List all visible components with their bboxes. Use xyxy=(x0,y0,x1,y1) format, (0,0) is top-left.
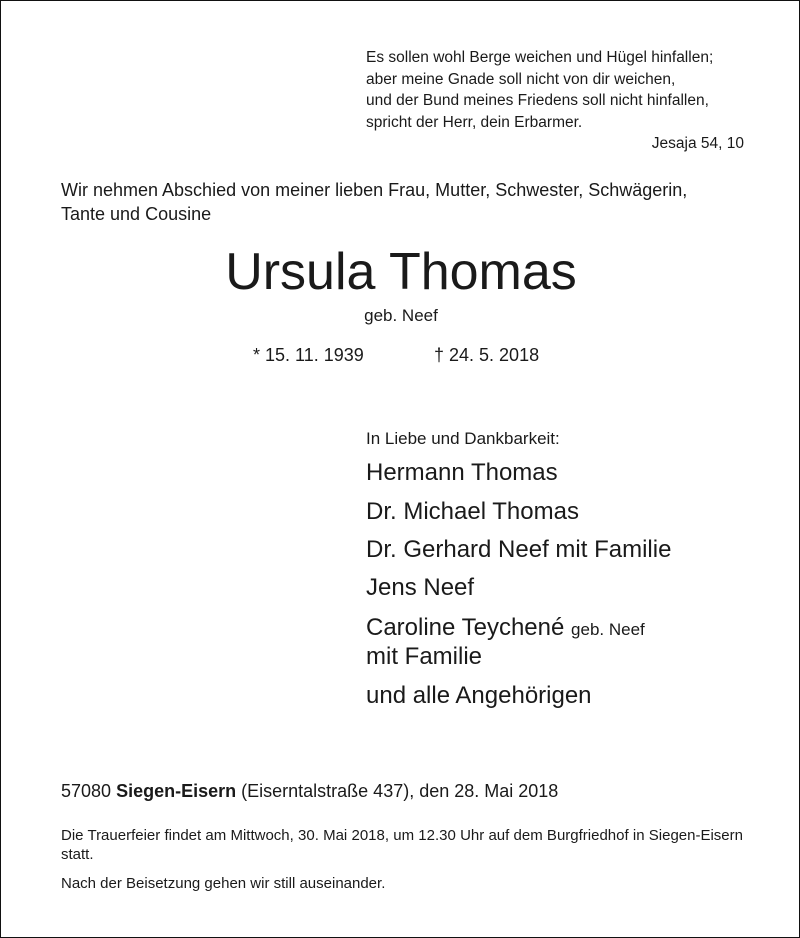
mourners-intro: In Liebe und Dankbarkeit: xyxy=(366,429,560,448)
verse-line-2: aber meine Gnade soll nicht von dir weichen, xyxy=(366,70,676,88)
mourner-all-relatives: und alle Angehörigen xyxy=(366,682,592,709)
mourner-name: Dr. Michael Thomas xyxy=(366,498,579,525)
verse-line-1: Es sollen wohl Berge weichen und Hügel hinfallen; xyxy=(366,49,714,66)
death-date: † 24. 5. 2018 xyxy=(434,345,540,365)
verse-line-3: und der Bund meines Friedens soll nicht hinfallen, xyxy=(366,92,709,109)
mourner-name: Dr. Gerhard Neef mit Familie xyxy=(366,536,672,563)
farewell-intro-line-1: Wir nehmen Abschied von meiner lieben Frau, Mutter, Schwester, Schwägerin, xyxy=(61,180,688,200)
funeral-info: Die Trauerfeier findet am Mittwoch, 30. Mai 2018, um 12.30 Uhr auf dem Burgfriedhof in Siegen-Eisern statt. xyxy=(61,827,743,863)
birth-date: * 15. 11. 1939 xyxy=(253,345,364,365)
deceased-name: Ursula Thomas xyxy=(225,243,577,301)
mourner-caroline-maiden-name: geb. Neef xyxy=(571,620,645,639)
mourner-caroline xyxy=(366,614,645,644)
mourner-caroline-name: Caroline Teychené xyxy=(366,614,565,641)
verse-line-4: spricht der Herr, dein Erbarmer. xyxy=(366,113,583,131)
mourner-name: Jens Neef xyxy=(366,574,475,601)
farewell-intro xyxy=(61,178,687,226)
mourner-name: Hermann Thomas xyxy=(366,459,558,486)
verse-reference: Jesaja 54, 10 xyxy=(651,135,744,152)
city: Siegen-Eisern xyxy=(116,781,237,801)
bible-verse xyxy=(366,47,746,155)
farewell-note: Nach der Beisetzung gehen wir still auseinander. xyxy=(61,875,386,892)
maiden-name: geb. Neef xyxy=(364,306,438,325)
place-and-date xyxy=(61,779,558,803)
postal-code: 57080 xyxy=(61,781,112,801)
farewell-intro-line-2: Tante und Cousine xyxy=(61,204,212,224)
address-and-date: (Eiserntalstraße 437), den 28. Mai 2018 xyxy=(241,781,559,801)
mourner-caroline-family: mit Familie xyxy=(366,643,483,670)
